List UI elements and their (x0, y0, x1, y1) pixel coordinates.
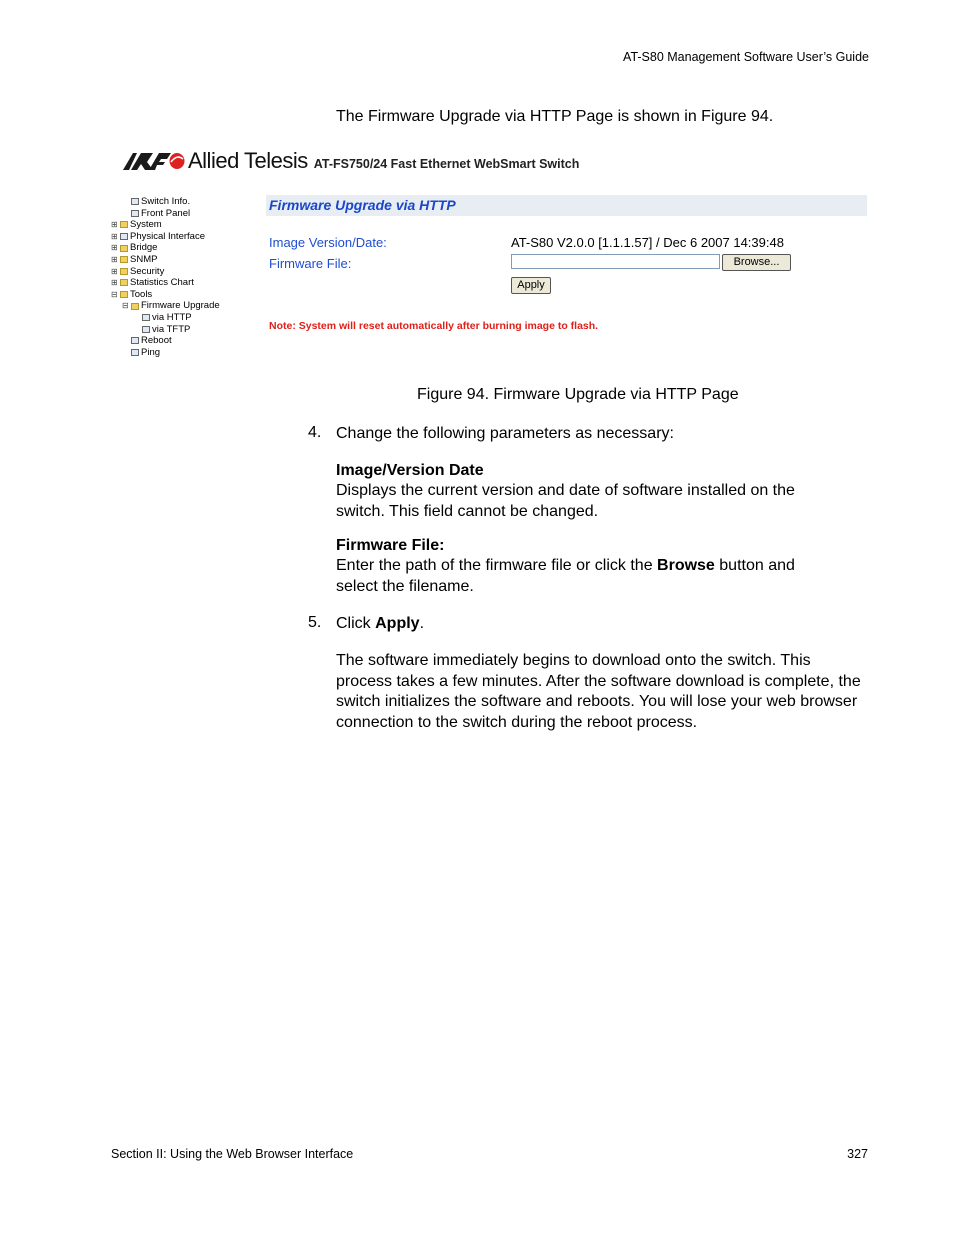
image-version-value: AT-S80 V2.0.0 [1.1.1.57] / Dec 6 2007 14:39:48 (511, 235, 784, 250)
folder-icon (120, 268, 128, 275)
tree-item-label[interactable]: Firmware Upgrade (141, 300, 220, 312)
running-header: AT-S80 Management Software User’s Guide (623, 50, 869, 64)
panel-title: Firmware Upgrade via HTTP (269, 197, 456, 213)
expand-icon[interactable]: ⊞ (111, 278, 118, 288)
nav-tree (111, 196, 220, 358)
param-image-version-desc: Displays the current version and date of software installed on the switch. This field cannot be changed. (336, 482, 795, 520)
step-5-text (336, 614, 424, 635)
page-icon (142, 326, 150, 333)
tree-item[interactable] (111, 208, 220, 220)
tree-item[interactable] (111, 335, 220, 347)
tree-item[interactable] (111, 312, 220, 324)
folder-icon (120, 221, 128, 228)
apply-button[interactable]: Apply (511, 277, 551, 294)
tree-item[interactable] (111, 266, 220, 278)
page-icon (142, 314, 150, 321)
param-image-version-title: Image/Version Date (336, 462, 484, 479)
tree-item[interactable] (111, 277, 220, 289)
param-firmware-desc-post: button and select the filename. (336, 557, 795, 595)
page-number: 327 (847, 1147, 868, 1161)
tree-item[interactable] (111, 289, 220, 301)
page-icon (120, 233, 128, 240)
tree-item[interactable] (111, 324, 220, 336)
reset-note: Note: System will reset automatically after burning image to flash. (269, 320, 599, 332)
param-firmware-file-title: Firmware File: (336, 537, 445, 554)
tree-item-label[interactable]: System (130, 219, 162, 231)
page-icon (131, 198, 139, 205)
step-4-number: 4. (308, 424, 322, 441)
step-5-pre: Click (336, 615, 376, 632)
collapse-icon[interactable]: ⊟ (122, 301, 129, 311)
tree-item-label[interactable]: Ping (141, 346, 161, 358)
tree-item-label[interactable]: Reboot (141, 335, 172, 347)
param-firmware-desc-pre: Enter the path of the firmware file or click the (336, 557, 658, 574)
tree-item-label[interactable]: Tools (130, 288, 153, 300)
tree-item-label[interactable]: Statistics Chart (130, 277, 194, 289)
tree-item-label[interactable]: Bridge (130, 242, 158, 254)
expand-icon[interactable]: ⊞ (111, 231, 118, 241)
tree-item[interactable] (111, 242, 220, 254)
tree-item-label[interactable]: SNMP (130, 253, 158, 265)
folder-icon (131, 303, 139, 310)
tree-item[interactable] (111, 347, 220, 359)
allied-telesis-logo-mark-icon (123, 150, 185, 172)
tree-item-label[interactable]: via TFTP (152, 323, 191, 335)
apply-bold: Apply (375, 615, 420, 632)
step-5-number: 5. (308, 614, 322, 631)
expand-icon[interactable]: ⊞ (111, 266, 118, 276)
expand-icon[interactable]: ⊞ (111, 243, 118, 253)
tree-item[interactable] (111, 196, 220, 208)
page-icon (131, 337, 139, 344)
tree-item[interactable] (111, 231, 220, 243)
product-name: AT-FS750/24 Fast Ethernet WebSmart Switch (313, 157, 580, 171)
step-5-paragraph: The software immediately begins to download onto the switch. This process takes a few minutes. After the software download is complete, the switch initializes the software and reboots. You will lose your web browser connection to the switch during the reboot process. (336, 652, 861, 731)
firmware-file-label: Firmware File: (269, 256, 352, 271)
expand-icon[interactable]: ⊞ (111, 220, 118, 230)
tree-item-label[interactable]: Front Panel (141, 207, 191, 219)
page-icon (131, 349, 139, 356)
image-version-label: Image Version/Date: (269, 235, 387, 250)
step-4-text: Change the following parameters as necessary: (336, 425, 674, 442)
footer-section: Section II: Using the Web Browser Interface (111, 1147, 354, 1161)
tree-item-label[interactable]: Security (130, 265, 165, 277)
tree-item[interactable] (111, 254, 220, 266)
figure-caption: Figure 94. Firmware Upgrade via HTTP Page (417, 386, 739, 403)
folder-icon (120, 256, 128, 263)
firmware-file-input[interactable] (511, 254, 720, 269)
browse-bold: Browse (657, 557, 715, 574)
step-5-post: . (419, 615, 425, 632)
collapse-icon[interactable]: ⊟ (111, 289, 118, 299)
expand-icon[interactable]: ⊞ (111, 254, 118, 264)
browse-button[interactable]: Browse... (722, 254, 791, 271)
tree-item-label[interactable]: Physical Interface (130, 230, 205, 242)
allied-telesis-logo (123, 147, 579, 175)
tree-item-label[interactable]: via HTTP (152, 311, 192, 323)
tree-item[interactable] (111, 219, 220, 231)
tree-item-label[interactable]: Switch Info. (141, 196, 191, 207)
intro-text: The Firmware Upgrade via HTTP Page is shown in Figure 94. (336, 108, 774, 125)
param-firmware-file-desc (336, 556, 836, 597)
folder-icon (120, 279, 128, 286)
tree-item[interactable] (111, 300, 220, 312)
folder-icon (120, 245, 128, 252)
page-icon (131, 210, 139, 217)
logo-name: Allied Telesis (188, 148, 308, 173)
folder-icon (120, 291, 128, 298)
